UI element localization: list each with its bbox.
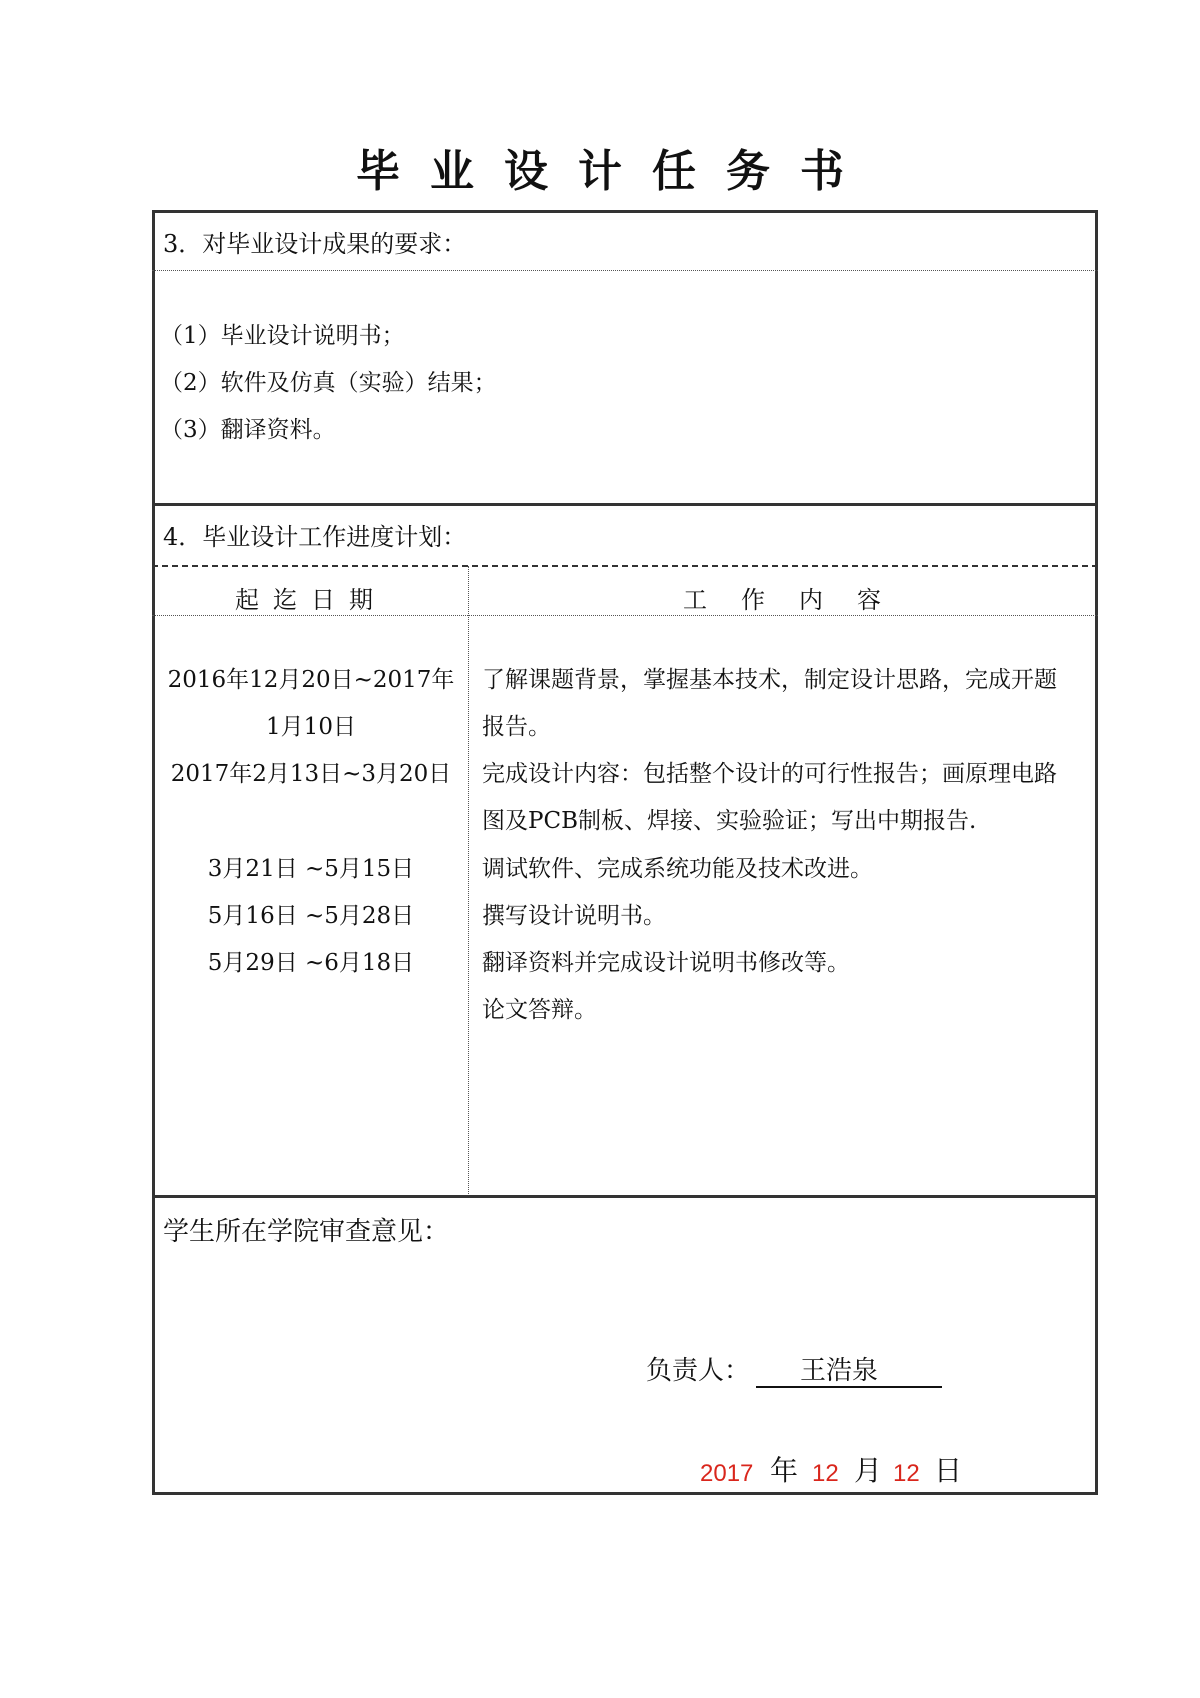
schedule-work: 撰写设计说明书。: [482, 903, 666, 929]
schedule-work: 图及PCB制板、焊接、实验验证；写出中期报告.: [482, 808, 977, 834]
column-divider: [468, 566, 469, 1196]
schedule-date: 5月16日 ~5月28日: [207, 903, 415, 929]
schedule-date: 5月29日 ~6月18日: [207, 950, 415, 976]
requirement-item: （1）毕业设计说明书；: [160, 323, 405, 349]
schedule-work: 调试软件、完成系统功能及技术改进。: [482, 856, 873, 882]
schedule-date: 3月21日 ~5月15日: [207, 856, 415, 882]
section4-heading: 4．毕业设计工作进度计划：: [163, 523, 467, 551]
divider: [152, 270, 1098, 271]
date-year: 2017: [700, 1460, 754, 1487]
schedule-date: 2016年12月20日~2017年: [167, 667, 455, 693]
date-day-unit: 日: [934, 1454, 963, 1487]
column-header-date: 起迄日期: [235, 586, 387, 614]
date-month: 12: [812, 1460, 839, 1487]
section3-heading: 3．对毕业设计成果的要求：: [163, 230, 467, 258]
date-year-unit: 年: [770, 1454, 799, 1487]
page-title: 毕业设计任务书: [356, 146, 874, 197]
schedule-date: 1月10日: [266, 714, 356, 740]
schedule-work: 翻译资料并完成设计说明书修改等。: [482, 950, 850, 976]
review-heading: 学生所在学院审查意见：: [163, 1217, 450, 1247]
divider: [152, 615, 1098, 616]
signature-underline: [756, 1386, 942, 1388]
requirement-item: （3）翻译资料。: [160, 417, 336, 443]
schedule-work: 了解课题背景，掌握基本技术，制定设计思路，完成开题: [482, 667, 1057, 693]
schedule-work: 报告。: [482, 714, 551, 740]
column-header-work: 工作内容: [683, 586, 915, 614]
schedule-work: 论文答辩。: [482, 997, 597, 1023]
date-day: 12: [893, 1460, 920, 1487]
divider: [152, 1195, 1098, 1198]
requirement-item: （2）软件及仿真（实验）结果；: [160, 370, 497, 396]
date-month-unit: 月: [854, 1454, 883, 1487]
divider: [152, 503, 1098, 506]
person-name: 王浩泉: [800, 1356, 879, 1386]
schedule-date: 2017年2月13日~3月20日: [170, 761, 452, 787]
schedule-work: 完成设计内容：包括整个设计的可行性报告；画原理电路: [482, 761, 1057, 787]
person-label: 负责人：: [646, 1356, 751, 1386]
divider: [152, 565, 1098, 567]
